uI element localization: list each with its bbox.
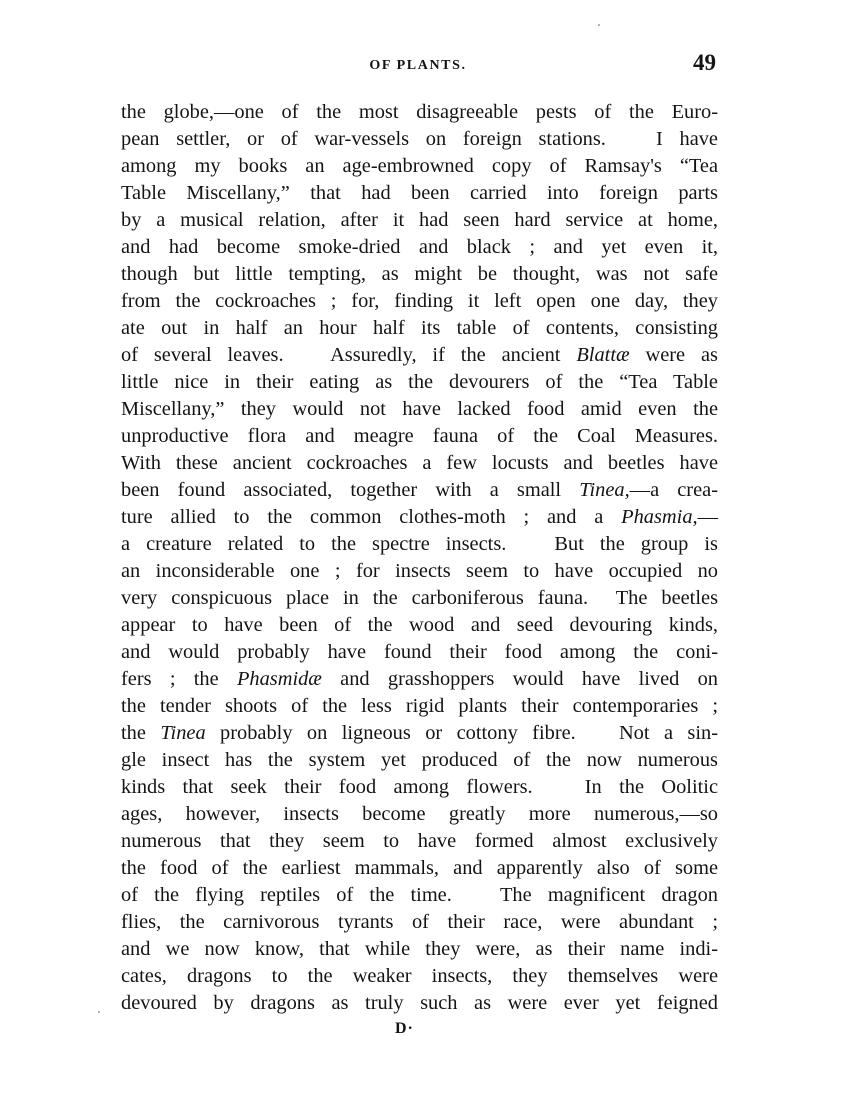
text-segment: from the cockroaches ; for, finding it left open one day, they: [121, 290, 718, 312]
text-segment: —: [697, 506, 718, 528]
text-segment: ate out in half an hour half its table of contents, consisting: [121, 317, 718, 339]
signature-mark: D·: [395, 1020, 414, 1037]
text-line: [121, 288, 718, 315]
text-segment: fers ; the: [121, 668, 237, 690]
text-segment: and had become smoke-dried and black ; and yet even it,: [121, 236, 718, 258]
text-segment: little nice in their eating as the devourers of the “Tea Table: [121, 371, 718, 393]
text-segment: Miscellany,” they would not have lacked food amid even the: [121, 398, 718, 420]
body-text: [121, 99, 718, 1017]
text-segment: the globe,—one of the most disagreeable pests of the Euro-: [121, 101, 718, 123]
text-segment: appear to have been of the wood and seed devouring kinds,: [121, 614, 718, 636]
text-segment: by a musical relation, after it had seen hard service at home,: [121, 209, 718, 231]
text-segment: and grasshoppers would have lived on: [321, 668, 719, 690]
text-line: [121, 153, 718, 180]
text-segment: unproductive flora and meagre fauna of the Coal Measures.: [121, 425, 718, 447]
text-line: [121, 720, 718, 747]
text-line: [121, 531, 718, 558]
text-line: [121, 828, 718, 855]
italic-term: Tinea: [160, 722, 206, 744]
text-line: [121, 855, 718, 882]
text-line: [121, 477, 718, 504]
text-segment: were as: [629, 344, 718, 366]
text-segment: a creature related to the spectre insects. But the group is: [121, 533, 718, 555]
text-line: [121, 801, 718, 828]
text-line: [121, 99, 718, 126]
text-segment: cates, dragons to the weaker insects, they themselves were: [121, 965, 718, 987]
text-segment: the food of the earliest mammals, and apparently also of some: [121, 857, 718, 879]
text-segment: among my books an age-embrowned copy of Ramsay's “Tea: [121, 155, 718, 177]
running-title: OF PLANTS.: [369, 58, 467, 73]
italic-term: Phasmidæ: [236, 668, 322, 690]
running-head: [120, 50, 716, 80]
text-line: [121, 207, 718, 234]
text-segment: the: [121, 722, 161, 744]
text-line: [121, 180, 718, 207]
text-line: [121, 936, 718, 963]
text-segment: probably on ligneous or cottony fibre. Not a sin-: [205, 722, 718, 744]
text-line: [121, 450, 718, 477]
text-segment: ages, however, insects become greatly more numerous,—so: [121, 803, 718, 825]
text-segment: With these ancient cockroaches a few locusts and beetles have: [121, 452, 718, 474]
text-segment: of the flying reptiles of the time. The magnificent dragon: [121, 884, 718, 906]
text-line: [121, 774, 718, 801]
text-line: [121, 909, 718, 936]
text-line: [121, 693, 718, 720]
text-line: [121, 963, 718, 990]
text-line: [121, 423, 718, 450]
text-segment: Table Miscellany,” that had been carried into foreign parts: [121, 182, 718, 204]
text-line: [121, 990, 718, 1017]
text-segment: flies, the carnivorous tyrants of their race, were abundant ;: [121, 911, 718, 933]
text-line: [121, 369, 718, 396]
text-line: [121, 612, 718, 639]
text-segment: been found associated, together with a small: [121, 479, 580, 501]
text-line: [121, 666, 718, 693]
text-segment: very conspicuous place in the carboniferous fauna. The beetles: [121, 587, 718, 609]
italic-term: Phasmia,: [621, 506, 698, 528]
text-segment: the tender shoots of the less rigid plants their contemporaries ;: [121, 695, 718, 717]
text-line: [121, 342, 718, 369]
text-line: [121, 639, 718, 666]
text-line: [121, 126, 718, 153]
text-line: [121, 882, 718, 909]
paper-speck: [598, 24, 600, 26]
text-segment: though but little tempting, as might be thought, was not safe: [121, 263, 718, 285]
page-number: 49: [693, 50, 716, 75]
text-line: [121, 504, 718, 531]
text-line: [121, 315, 718, 342]
text-line: [121, 261, 718, 288]
italic-term: Blattæ: [576, 344, 630, 366]
text-segment: gle insect has the system yet produced of the now numerous: [121, 749, 718, 771]
text-segment: devoured by dragons as truly such as were ever yet feigned: [121, 992, 718, 1014]
text-segment: and would probably have found their food among the coni-: [121, 641, 718, 663]
text-segment: pean settler, or of war-vessels on foreign stations. I have: [121, 128, 718, 150]
text-line: [121, 558, 718, 585]
text-line: [121, 234, 718, 261]
text-segment: of several leaves. Assuredly, if the ancient: [121, 344, 577, 366]
text-segment: kinds that seek their food among flowers. In the Oolitic: [121, 776, 718, 798]
text-segment: numerous that they seem to have formed almost exclusively: [121, 830, 718, 852]
text-segment: ture allied to the common clothes-moth ; and a: [121, 506, 622, 528]
text-segment: —a crea-: [629, 479, 718, 501]
text-line: [121, 585, 718, 612]
italic-term: Tinea,: [579, 479, 630, 501]
text-segment: and we now know, that while they were, as their name indi-: [121, 938, 718, 960]
text-line: [121, 747, 718, 774]
paper-speck: [98, 1011, 100, 1013]
text-segment: an inconsiderable one ; for insects seem to have occupied no: [121, 560, 718, 582]
text-line: [121, 396, 718, 423]
